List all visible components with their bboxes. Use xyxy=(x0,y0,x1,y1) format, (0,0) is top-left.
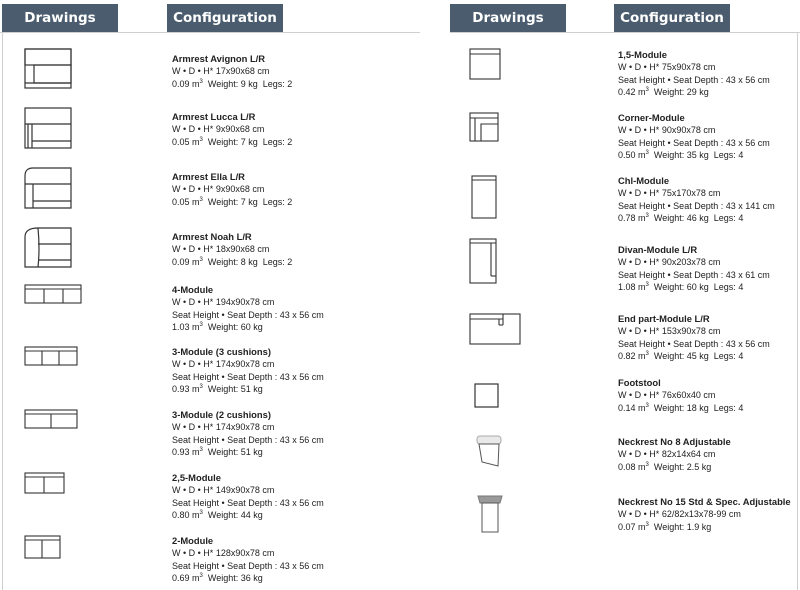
seat-label: Seat Height • Seat Depth : xyxy=(172,309,280,320)
item-volume: 1.08 m xyxy=(618,281,646,292)
dims-label: W • D • H* xyxy=(618,326,660,337)
weight-label: Weight: xyxy=(653,402,687,413)
drawing-armrest-noah xyxy=(24,227,72,269)
dims-label: W • D • H* xyxy=(618,188,660,199)
dims-label: W • D • H* xyxy=(618,62,660,73)
drawing-divan-module xyxy=(469,238,497,284)
item-legs: 4 xyxy=(738,402,744,413)
seat-label: Seat Height • Seat Depth : xyxy=(618,338,726,349)
item-dims: 194x90x78 cm xyxy=(215,297,275,308)
item-dims: 9x90x68 cm xyxy=(215,184,265,195)
item-name: Armrest Lucca L/R xyxy=(172,111,256,122)
item-name: 3-Module (2 cushions) xyxy=(172,409,271,420)
legs-label: Legs: xyxy=(713,350,739,361)
dims-label: W • D • H* xyxy=(172,124,214,135)
item-seat: 43 x 61 cm xyxy=(725,269,770,280)
drawing-end-part-module xyxy=(469,313,521,345)
item-weight: 44 kg xyxy=(240,509,263,520)
drawing-armrest-ella xyxy=(24,167,72,209)
item-legs: 2 xyxy=(287,256,293,267)
item-weight: 18 kg xyxy=(686,402,709,413)
item-volume: 0.93 m xyxy=(172,446,200,457)
dims-label: W • D • H* xyxy=(172,485,214,496)
item-name: Neckrest No 15 Std & Spec. Adjustable xyxy=(618,496,791,507)
item-dims: 62/82x13x78-99 cm xyxy=(661,509,741,520)
legs-label: Legs: xyxy=(262,136,288,147)
weight-label: Weight: xyxy=(207,78,241,89)
spec-neckrest-no-8: Neckrest No 8 Adjustable W • D • H* 82x14x64 cm 0.08 $m^3$ Weight: 2.5 kg xyxy=(618,436,731,472)
item-dims: 76x60x40 cm xyxy=(661,390,716,401)
item-volume: 0.80 m xyxy=(172,509,200,520)
drawing-footstool xyxy=(474,383,499,408)
item-legs: 2 xyxy=(287,196,293,207)
seat-label: Seat Height • Seat Depth : xyxy=(172,497,280,508)
item-volume: 0.09 m xyxy=(172,256,200,267)
spec-neckrest-no-15: Neckrest No 15 Std & Spec. Adjustable W • D • H* 62/82x13x78-99 cm 0.07 $m^3$ Weight: 1.9 kg xyxy=(618,496,791,532)
item-name: 2,5-Module xyxy=(172,472,221,483)
item-dims: 90x203x78 cm xyxy=(661,257,721,268)
item-seat: 43 x 56 cm xyxy=(279,371,324,382)
item-name: 4-Module xyxy=(172,284,214,295)
item-name: Divan-Module L/R xyxy=(618,244,698,255)
spec-chl-module: Chl-Module W • D • H* 75x170x78 cm Seat Height • Seat Depth : 43 x 141 cm 0.78 $m^3$ Weight: 46 kg Legs: 4 xyxy=(618,175,775,223)
item-volume: 0.08 m xyxy=(618,461,646,472)
spec-3-module-2-cushions: 3-Module (2 cushions) W • D • H* 174x90x78 cm Seat Height • Seat Depth : 43 x 56 cm 0.93 $m^3$ Weight: 51 kg xyxy=(172,409,324,457)
item-volume: 0.05 m xyxy=(172,136,200,147)
item-volume: 0.69 m xyxy=(172,572,200,583)
item-weight: 29 kg xyxy=(686,86,709,97)
item-name: Chl-Module xyxy=(618,175,670,186)
weight-label: Weight: xyxy=(653,86,687,97)
item-name: Footstool xyxy=(618,377,661,388)
item-dims: 153x90x78 cm xyxy=(661,326,721,337)
weight-label: Weight: xyxy=(207,509,241,520)
drawing-armrest-avignon xyxy=(24,48,72,90)
item-weight: 46 kg xyxy=(686,212,709,223)
item-name: 1,5-Module xyxy=(618,49,667,60)
spec-armrest-lucca: Armrest Lucca L/R W • D • H* 9x90x68 cm 0.05 $m^3$ Weight: 7 kg Legs: 2 xyxy=(172,111,293,147)
drawing-neckrest-no-15 xyxy=(476,495,504,533)
seat-label: Seat Height • Seat Depth : xyxy=(618,200,726,211)
item-dims: 128x90x78 cm xyxy=(215,548,275,559)
dims-label: W • D • H* xyxy=(618,509,660,520)
item-weight: 51 kg xyxy=(240,383,263,394)
item-seat: 43 x 56 cm xyxy=(725,137,770,148)
drawing-2-5-module xyxy=(24,472,66,494)
legs-label: Legs: xyxy=(713,149,739,160)
item-dims: 90x90x78 cm xyxy=(661,125,716,136)
item-weight: 45 kg xyxy=(686,350,709,361)
item-name: Neckrest No 8 Adjustable xyxy=(618,436,731,447)
drawing-neckrest-no-8 xyxy=(476,435,502,467)
item-volume: 0.42 m xyxy=(618,86,646,97)
item-volume: 0.82 m xyxy=(618,350,646,361)
dims-label: W • D • H* xyxy=(618,125,660,136)
item-dims: 149x90x78 cm xyxy=(215,485,275,496)
weight-label: Weight: xyxy=(207,136,241,147)
dims-label: W • D • H* xyxy=(618,390,660,401)
weight-label: Weight: xyxy=(653,461,687,472)
item-seat: 43 x 56 cm xyxy=(279,560,324,571)
weight-label: Weight: xyxy=(207,383,241,394)
item-name: Armrest Noah L/R xyxy=(172,231,252,242)
item-seat: 43 x 56 cm xyxy=(725,338,770,349)
item-legs: 4 xyxy=(738,350,744,361)
seat-label: Seat Height • Seat Depth : xyxy=(172,371,280,382)
drawing-armrest-lucca xyxy=(24,107,72,149)
item-volume: 1.03 m xyxy=(172,321,200,332)
weight-label: Weight: xyxy=(653,212,687,223)
page-border-right xyxy=(797,32,798,590)
header-left-drawings: Drawings xyxy=(2,4,118,32)
item-weight: 35 kg xyxy=(686,149,709,160)
item-weight: 60 kg xyxy=(686,281,709,292)
weight-label: Weight: xyxy=(207,196,241,207)
legs-label: Legs: xyxy=(713,402,739,413)
item-weight: 1.9 kg xyxy=(686,521,712,532)
item-name: Armrest Avignon L/R xyxy=(172,53,266,64)
weight-label: Weight: xyxy=(653,350,687,361)
item-name: End part-Module L/R xyxy=(618,313,710,324)
dims-label: W • D • H* xyxy=(172,359,214,370)
drawing-2-module xyxy=(24,535,62,559)
spec-4-module: 4-Module W • D • H* 194x90x78 cm Seat Height • Seat Depth : 43 x 56 cm 1.03 $m^3$ Weight: 60 kg xyxy=(172,284,324,332)
item-legs: 2 xyxy=(287,78,293,89)
dims-label: W • D • H* xyxy=(618,257,660,268)
spec-corner-module: Corner-Module W • D • H* 90x90x78 cm Seat Height • Seat Depth : 43 x 56 cm 0.50 $m^3$ Weight: 35 kg Legs: 4 xyxy=(618,112,770,160)
item-dims: 174x90x78 cm xyxy=(215,422,275,433)
weight-label: Weight: xyxy=(207,572,241,583)
item-volume: 0.07 m xyxy=(618,521,646,532)
header-right-drawings: Drawings xyxy=(450,4,566,32)
item-weight: 7 kg xyxy=(240,196,258,207)
drawing-4-module xyxy=(24,284,82,304)
legs-label: Legs: xyxy=(713,212,739,223)
item-dims: 174x90x78 cm xyxy=(215,359,275,370)
spec-armrest-avignon: Armrest Avignon L/R W • D • H* 17x90x68 cm 0.09 $m^3$ Weight: 9 kg Legs: 2 xyxy=(172,53,293,89)
item-volume: 0.09 m xyxy=(172,78,200,89)
item-weight: 36 kg xyxy=(240,572,263,583)
header-left-configuration: Configuration xyxy=(167,4,283,32)
drawing-3-module-3-cushions xyxy=(24,346,78,366)
header-rule-right xyxy=(450,32,800,33)
item-dims: 82x14x64 cm xyxy=(661,449,716,460)
item-weight: 60 kg xyxy=(240,321,263,332)
item-name: Corner-Module xyxy=(618,112,685,123)
item-volume: 0.50 m xyxy=(618,149,646,160)
item-legs: 4 xyxy=(738,281,744,292)
item-dims: 75x90x78 cm xyxy=(661,62,716,73)
header-right-configuration: Configuration xyxy=(614,4,730,32)
item-seat: 43 x 56 cm xyxy=(279,434,324,445)
item-dims: 17x90x68 cm xyxy=(215,66,270,77)
item-weight: 7 kg xyxy=(240,136,258,147)
item-weight: 9 kg xyxy=(240,78,258,89)
item-legs: 4 xyxy=(738,149,744,160)
weight-label: Weight: xyxy=(653,149,687,160)
dims-label: W • D • H* xyxy=(172,184,214,195)
item-dims: 9x90x68 cm xyxy=(215,124,265,135)
spec-armrest-noah: Armrest Noah L/R W • D • H* 18x90x68 cm 0.09 $m^3$ Weight: 8 kg Legs: 2 xyxy=(172,231,293,267)
spec-2-5-module: 2,5-Module W • D • H* 149x90x78 cm Seat Height • Seat Depth : 43 x 56 cm 0.80 $m^3$ Weight: 44 kg xyxy=(172,472,324,520)
item-seat: 43 x 141 cm xyxy=(725,200,775,211)
item-name: 3-Module (3 cushions) xyxy=(172,346,271,357)
weight-label: Weight: xyxy=(207,321,241,332)
seat-label: Seat Height • Seat Depth : xyxy=(172,434,280,445)
item-volume: 0.05 m xyxy=(172,196,200,207)
item-volume: 0.78 m xyxy=(618,212,646,223)
legs-label: Legs: xyxy=(713,281,739,292)
spec-divan-module: Divan-Module L/R W • D • H* 90x203x78 cm Seat Height • Seat Depth : 43 x 61 cm 1.08 $m^3$ Weight: 60 kg Legs: 4 xyxy=(618,244,770,292)
drawing-3-module-2-cushions xyxy=(24,409,78,429)
weight-label: Weight: xyxy=(653,281,687,292)
item-weight: 2.5 kg xyxy=(686,461,712,472)
spec-1-5-module: 1,5-Module W • D • H* 75x90x78 cm Seat Height • Seat Depth : 43 x 56 cm 0.42 $m^3$ Weight: 29 kg xyxy=(618,49,770,97)
dims-label: W • D • H* xyxy=(618,449,660,460)
item-weight: 8 kg xyxy=(240,256,258,267)
item-seat: 43 x 56 cm xyxy=(725,74,770,85)
item-weight: 51 kg xyxy=(240,446,263,457)
weight-label: Weight: xyxy=(207,256,241,267)
page-border-left xyxy=(2,32,3,590)
dims-label: W • D • H* xyxy=(172,66,214,77)
item-name: Armrest Ella L/R xyxy=(172,171,245,182)
item-legs: 2 xyxy=(287,136,293,147)
item-legs: 4 xyxy=(738,212,744,223)
item-volume: 0.93 m xyxy=(172,383,200,394)
item-name: 2-Module xyxy=(172,535,214,546)
dims-label: W • D • H* xyxy=(172,548,214,559)
seat-label: Seat Height • Seat Depth : xyxy=(618,137,726,148)
legs-label: Legs: xyxy=(262,256,288,267)
dims-label: W • D • H* xyxy=(172,297,214,308)
weight-label: Weight: xyxy=(653,521,687,532)
spec-footstool: Footstool W • D • H* 76x60x40 cm 0.14 $m^3$ Weight: 18 kg Legs: 4 xyxy=(618,377,744,413)
dims-label: W • D • H* xyxy=(172,244,214,255)
spec-end-part-module: End part-Module L/R W • D • H* 153x90x78 cm Seat Height • Seat Depth : 43 x 56 cm 0.82 $m^3$ Weight: 45 kg Legs: 4 xyxy=(618,313,770,361)
header-rule-left xyxy=(0,32,420,33)
item-seat: 43 x 56 cm xyxy=(279,497,324,508)
item-volume: 0.14 m xyxy=(618,402,646,413)
drawing-1-5-module xyxy=(469,48,501,80)
legs-label: Legs: xyxy=(262,78,288,89)
seat-label: Seat Height • Seat Depth : xyxy=(618,269,726,280)
item-dims: 18x90x68 cm xyxy=(215,244,270,255)
weight-label: Weight: xyxy=(207,446,241,457)
spec-3-module-3-cushions: 3-Module (3 cushions) W • D • H* 174x90x78 cm Seat Height • Seat Depth : 43 x 56 cm 0.93 $m^3$ Weight: 51 kg xyxy=(172,346,324,394)
drawing-chl-module xyxy=(471,175,497,219)
legs-label: Legs: xyxy=(262,196,288,207)
seat-label: Seat Height • Seat Depth : xyxy=(172,560,280,571)
item-dims: 75x170x78 cm xyxy=(661,188,721,199)
item-seat: 43 x 56 cm xyxy=(279,309,324,320)
dims-label: W • D • H* xyxy=(172,422,214,433)
spec-armrest-ella: Armrest Ella L/R W • D • H* 9x90x68 cm 0.05 $m^3$ Weight: 7 kg Legs: 2 xyxy=(172,171,293,207)
spec-2-module: 2-Module W • D • H* 128x90x78 cm Seat Height • Seat Depth : 43 x 56 cm 0.69 $m^3$ Weight: 36 kg xyxy=(172,535,324,583)
drawing-corner-module xyxy=(469,112,499,142)
seat-label: Seat Height • Seat Depth : xyxy=(618,74,726,85)
